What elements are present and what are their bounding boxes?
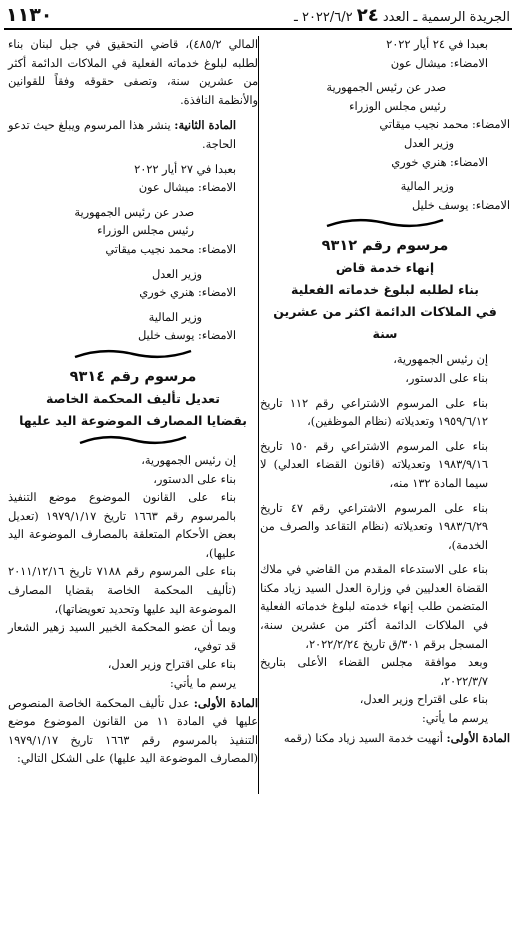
article-text: أنهيت خدمة السيد زياد مكنا (رقمه: [283, 731, 443, 745]
signature-pm: الامضاء: محمد نجيب ميقاتي: [105, 242, 236, 256]
preamble-line: بناء على الدستور،: [153, 472, 236, 486]
article-label: المادة الثانية:: [174, 118, 236, 133]
decree-line: يرسم ما يأتي:: [422, 712, 488, 726]
article-label: المادة الأولى:: [446, 730, 510, 745]
issue-date: ٢٠٢٢/٦/٢ ـ: [294, 10, 353, 25]
left-column: [8, 36, 258, 769]
issue-info: [294, 5, 510, 26]
decree-subtitle-2: بقضايا المصارف الموضوعة اليد عليها: [19, 412, 247, 428]
date-line: بعبدا في ٢٧ أيار ٢٠٢٢: [134, 162, 236, 176]
signature-justice: الامضاء: هنري خوري: [391, 155, 488, 169]
preamble-paragraph: وبما أن عضو المحكمة الخبير السيد زهير الشعار قد توفي،: [8, 621, 236, 653]
issue-prefix: الجريدة الرسمية ـ العدد: [382, 10, 510, 25]
column-divider: [258, 36, 259, 794]
signature-pm: الامضاء: محمد نجيب ميقاتي: [379, 118, 510, 132]
preamble-line: بناء على اقتراح وزير العدل،: [359, 693, 488, 707]
justice-minister-title: وزير العدل: [151, 267, 202, 281]
preamble-line: إن رئيس الجمهورية،: [141, 453, 236, 467]
article-text: عدل تأليف المحكمة الخاصة المنصوص عليها في المادة ١١ من القانون الموضوع موضع التنفيذ بالمرسوم رقم ١٦٦٣ تاريخ ١٩٧٩/١/١٧ (المصارف الموضوعة اليد عليها) على الشكل التالي:: [8, 696, 258, 766]
article-1: [260, 729, 510, 749]
preamble-paragraph: بناء على المرسوم الاشتراعي رقم ١٥٠ تاريخ ١٩٨٣/٩/١٦ وتعديلاته (قانون القضاء العدلي) لا سيما المادة ١٣٢ منه،: [260, 439, 488, 490]
signature-president: الامضاء: ميشال عون: [390, 56, 488, 70]
article-label: المادة الأولى:: [193, 695, 258, 710]
decree-subtitle-1: تعديل تأليف المحكمة الخاصة: [46, 390, 220, 406]
signature-finance: الامضاء: يوسف خليل: [412, 198, 510, 212]
decree-title: مرسوم رقم ٩٣١٤: [69, 368, 197, 385]
preamble-paragraph: بناء على المرسوم الاشتراعي رقم ١١٢ تاريخ ١٩٥٩/٦/١٢ وتعديلاته (نظام الموظفين)،: [260, 396, 488, 429]
date-line: بعبدا في ٢٤ أيار ٢٠٢٢: [386, 38, 488, 51]
preamble-paragraph: بناء على المرسوم رقم ٧١٨٨ تاريخ ٢٠١١/١٢/١٦ (تأليف المحكمة الخاصة بقضايا المصارف الموضوعة اليد عليها وتحديد تعويضاتها)،: [8, 565, 236, 616]
decree-subtitle-2: بناء لطلبه لبلوغ خدماته الفعلية: [291, 282, 479, 298]
page-header: [4, 6, 512, 30]
decree-title: مرسوم رقم ٩٣١٢: [321, 238, 449, 255]
divider-ornament: [325, 217, 445, 229]
page-number: ١١٣٠: [6, 4, 53, 26]
signature-justice: الامضاء: هنري خوري: [139, 286, 236, 300]
preamble-paragraph: بناء على المرسوم الاشتراعي رقم ٤٧ تاريخ ١٩٨٣/٦/٢٩ وتعديلاته (نظام التقاعد والصرف من الخدمة)،: [260, 501, 488, 552]
justice-minister-title: وزير العدل: [403, 136, 454, 150]
issue-number: ٢٤: [356, 5, 379, 26]
signature-finance: الامضاء: يوسف خليل: [138, 329, 236, 343]
decree-subtitle-3: في الملاكات الدائمة اكثر من عشرين سنة: [273, 304, 497, 342]
preamble-line: بناء على الدستور،: [405, 371, 488, 385]
preamble-line: إن رئيس الجمهورية،: [393, 353, 488, 367]
continued-paragraph: المالي ٤٨٥/٢)، قاضي التحقيق في جبل لبنان بناء لطلبه لبلوغ خدماته الفعلية في الملاكات الدائمة أكثر من عشرين سنة، وتصفى حقوقه وفقاً للقوانين والأنظمة النافذة.: [8, 38, 258, 107]
divider-ornament: [73, 348, 193, 360]
finance-minister-title: وزير المالية: [400, 180, 454, 194]
pm-title: رئيس مجلس الوزراء: [97, 224, 194, 238]
right-column: [260, 36, 510, 748]
issued-by: صدر عن رئيس الجمهورية: [74, 205, 194, 219]
decree-line: يرسم ما يأتي:: [170, 677, 236, 691]
article-2: [8, 116, 258, 154]
preamble-paragraph: بناء على القانون الموضوع موضع التنفيذ بالمرسوم رقم ١٦٦٣ تاريخ ١٩٧٩/١/١٧ (تعديل بعض الأحكام المتعلقة بالمصارف الموضوعة اليد عليها)،: [8, 491, 236, 560]
issued-by: صدر عن رئيس الجمهورية: [326, 81, 446, 95]
finance-minister-title: وزير المالية: [148, 310, 202, 324]
decree-subtitle-1: إنهاء خدمة قاض: [335, 260, 435, 276]
pm-title: رئيس مجلس الوزراء: [349, 99, 446, 113]
article-text: ينشر هذا المرسوم ويبلغ حيث تدعو الحاجة.: [8, 119, 236, 151]
divider-ornament: [78, 434, 188, 446]
preamble-paragraph: بناء على الاستدعاء المقدم من القاضي في ملاك القضاة العدليين في وزارة العدل السيد زياد مكنا المتضمن طلب إنهاء خدمته لبلوغ خدماته الفعلية في الملاكات الدائمة أكثر من عشرين سنة، المسجل برقم ٣٠١/ق تاريخ ٢٠٢٢/٢/٢٤،: [260, 563, 488, 651]
signature-president: الامضاء: ميشال عون: [138, 181, 236, 195]
preamble-line: بناء على اقتراح وزير العدل،: [107, 658, 236, 672]
article-1: [8, 694, 258, 769]
preamble-paragraph: وبعد موافقة مجلس القضاء الأعلى بتاريخ ٢٠٢٢/٣/٧،: [260, 656, 488, 688]
